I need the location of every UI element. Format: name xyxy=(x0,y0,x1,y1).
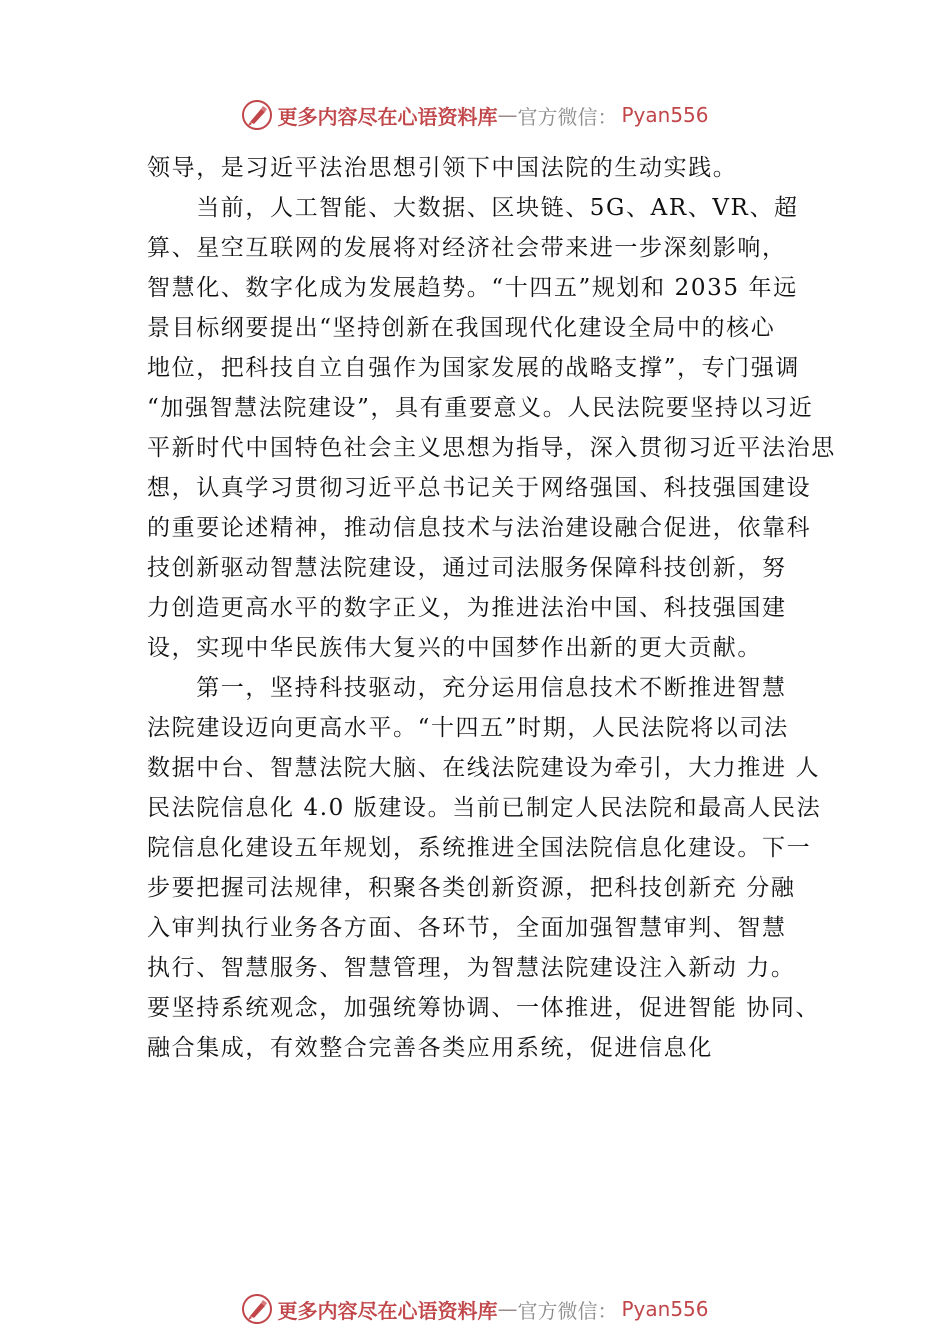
text-line: 地位，把科技自立自强作为国家发展的战略支撑”，专门强调 xyxy=(147,355,800,381)
text-line: 的重要论述精神，推动信息技术与法治建设融合促进，依靠科 xyxy=(147,515,812,541)
text-line: 智慧化、数字化成为发展趋势。“十四五”规划和 2035 年远 xyxy=(147,275,798,301)
text-line: 第一，坚持科技驱动，充分运用信息技术不断推进智慧 xyxy=(147,675,787,701)
text-line: 要坚持系统观念，加强统筹协调、一体推进，促进智能 协同、 xyxy=(147,995,821,1021)
header-banner xyxy=(0,95,950,135)
pen-nib-logo-icon xyxy=(241,99,273,131)
text-line: 算、星空互联网的发展将对经济社会带来进一步深刻影响， xyxy=(147,235,787,261)
text-line: “加强智慧法院建设”，具有重要意义。人民法院要坚持以习近 xyxy=(147,395,814,421)
text-line: 步要把握司法规律，积聚各类创新资源，把科技创新充 分融 xyxy=(147,875,796,901)
text-line: 技创新驱动智慧法院建设，通过司法服务保障科技创新，努 xyxy=(147,555,787,581)
banner-title: 更多内容尽在心语资料库 xyxy=(277,1298,498,1323)
text-line: 力创造更高水平的数字正义，为推进法治中国、科技强国建 xyxy=(147,595,787,621)
footer-banner xyxy=(0,1289,950,1329)
text-line: 院信息化建设五年规划，系统推进全国法院信息化建设。下一 xyxy=(147,835,812,861)
pen-nib-logo-icon xyxy=(241,1293,273,1325)
text-line: 融合集成，有效整合完善各类应用系统，促进信息化 xyxy=(147,1035,713,1061)
banner-title: 更多内容尽在心语资料库 xyxy=(277,104,498,129)
banner-wechat-id: Pyan556 xyxy=(621,1297,709,1321)
banner-wechat-label: 官方微信： xyxy=(517,1298,618,1323)
banner-wechat-label: 官方微信： xyxy=(517,104,618,129)
banner-separator: — xyxy=(497,103,518,127)
text-line: 景目标纲要提出“坚持创新在我国现代化建设全局中的核心 xyxy=(147,315,776,341)
text-line: 当前，人工智能、大数据、区块链、5G、AR、VR、超 xyxy=(147,195,799,221)
text-line: 数据中台、智慧法院大脑、在线法院建设为牵引，大力推进 人 xyxy=(147,755,821,781)
text-line: 入审判执行业务各方面、各环节，全面加强智慧审判、智慧 xyxy=(147,915,787,941)
text-line: 民法院信息化 4.0 版建设。当前已制定人民法院和最高人民法 xyxy=(147,795,822,821)
text-line: 执行、智慧服务、智慧管理，为智慧法院建设注入新动 力。 xyxy=(147,955,796,981)
text-line: 法院建设迈向更高水平。“十四五”时期，人民法院将以司法 xyxy=(147,715,789,741)
text-line: 平新时代中国特色社会主义思想为指导，深入贯彻习近平法治思 xyxy=(147,435,836,461)
text-line: 领导，是习近平法治思想引领下中国法院的生动实践。 xyxy=(147,155,738,181)
text-line: 设，实现中华民族伟大复兴的中国梦作出新的更大贡献。 xyxy=(147,635,762,661)
text-line: 想，认真学习贯彻习近平总书记关于网络强国、科技强国建设 xyxy=(147,475,812,501)
document-body xyxy=(147,148,837,1068)
banner-separator: — xyxy=(497,1297,518,1321)
banner-wechat-id: Pyan556 xyxy=(621,103,709,127)
